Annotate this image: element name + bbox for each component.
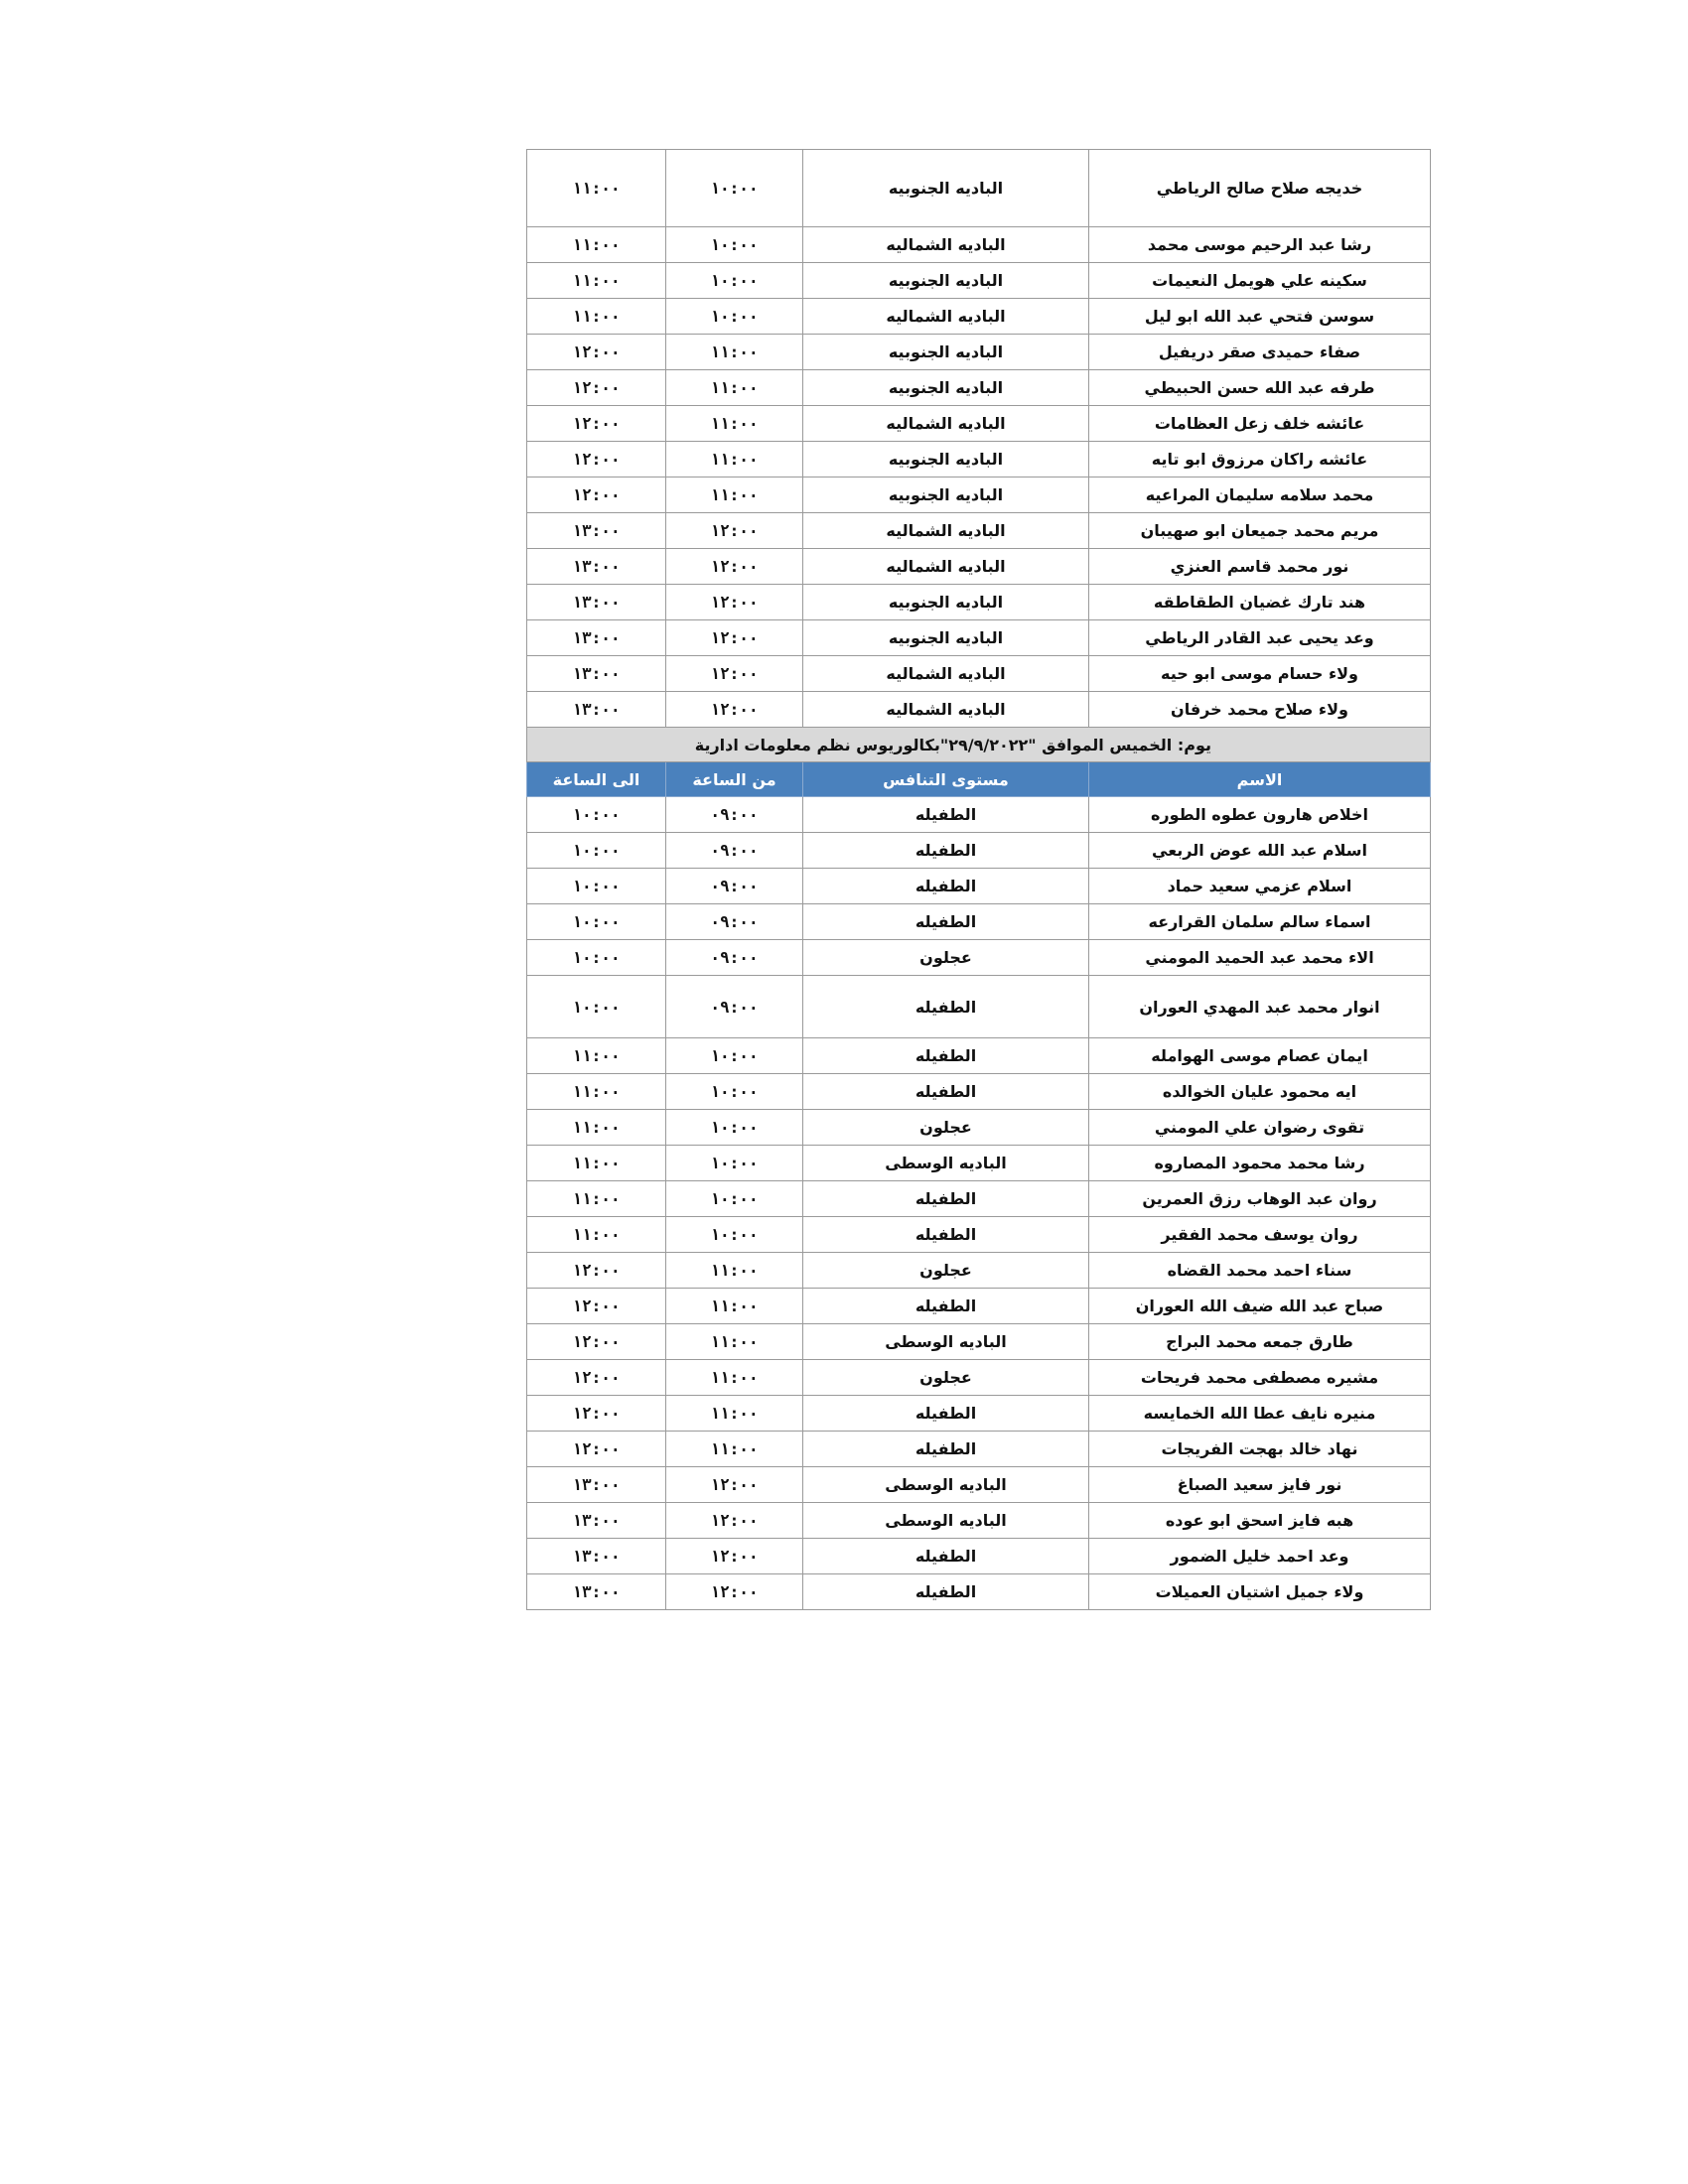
level-cell: الطفيله	[803, 869, 1089, 904]
table-row	[527, 869, 1431, 904]
schedule-table	[526, 149, 1431, 1610]
name-cell: روان عبد الوهاب رزق العمرين	[1089, 1181, 1431, 1217]
header-from-time: من الساعة	[666, 762, 803, 797]
to-time-cell: ١٢:٠٠	[527, 406, 666, 442]
from-time-cell: ١٠:٠٠	[666, 263, 803, 299]
to-time-cell: ١١:٠٠	[527, 1038, 666, 1074]
level-cell: عجلون	[803, 1110, 1089, 1146]
from-time-cell: ١١:٠٠	[666, 1253, 803, 1289]
to-time-cell: ١٠:٠٠	[527, 940, 666, 976]
level-cell: الطفيله	[803, 833, 1089, 869]
header-name: الاسم	[1089, 762, 1431, 797]
table-row	[527, 263, 1431, 299]
level-cell: الباديه الوسطى	[803, 1467, 1089, 1503]
level-cell: الباديه الشماليه	[803, 227, 1089, 263]
level-cell: الطفيله	[803, 1396, 1089, 1432]
to-time-cell: ١٠:٠٠	[527, 833, 666, 869]
name-cell: ولاء حسام موسى ابو حيه	[1089, 656, 1431, 692]
table-row	[527, 1181, 1431, 1217]
table-row	[527, 1074, 1431, 1110]
table-row	[527, 904, 1431, 940]
table-row	[527, 1574, 1431, 1610]
name-cell: رشا عبد الرحيم موسى محمد	[1089, 227, 1431, 263]
table-row	[527, 976, 1431, 1038]
name-cell: هند تارك غضيان الطقاطقه	[1089, 585, 1431, 620]
to-time-cell: ١٢:٠٠	[527, 1396, 666, 1432]
level-cell: الباديه الجنوبيه	[803, 442, 1089, 478]
name-cell: انوار محمد عبد المهدي العوران	[1089, 976, 1431, 1038]
level-cell: الطفيله	[803, 1539, 1089, 1574]
from-time-cell: ١٠:٠٠	[666, 150, 803, 227]
level-cell: الطفيله	[803, 1289, 1089, 1324]
level-cell: الطفيله	[803, 904, 1089, 940]
from-time-cell: ١٢:٠٠	[666, 549, 803, 585]
name-cell: صفاء حميدى صقر دريفيل	[1089, 335, 1431, 370]
level-cell: الباديه الجنوبيه	[803, 620, 1089, 656]
from-time-cell: ٠٩:٠٠	[666, 940, 803, 976]
table-row	[527, 478, 1431, 513]
table-row	[527, 513, 1431, 549]
table-row	[527, 585, 1431, 620]
name-cell: سناء احمد محمد القضاه	[1089, 1253, 1431, 1289]
level-cell: الباديه الوسطى	[803, 1324, 1089, 1360]
level-cell: الطفيله	[803, 1181, 1089, 1217]
name-cell: عائشه راكان مرزوق ابو تايه	[1089, 442, 1431, 478]
name-cell: الاء محمد عبد الحميد المومني	[1089, 940, 1431, 976]
name-cell: منيره نايف عطا الله الخمايسه	[1089, 1396, 1431, 1432]
name-cell: عائشه خلف زعل العظامات	[1089, 406, 1431, 442]
level-cell: الباديه الشماليه	[803, 692, 1089, 728]
table-row	[527, 1467, 1431, 1503]
from-time-cell: ١٠:٠٠	[666, 1181, 803, 1217]
name-cell: مريم محمد جميعان ابو صهيبان	[1089, 513, 1431, 549]
name-cell: ايمان عصام موسى الهوامله	[1089, 1038, 1431, 1074]
from-time-cell: ١١:٠٠	[666, 1324, 803, 1360]
level-cell: الباديه الجنوبيه	[803, 585, 1089, 620]
to-time-cell: ١١:٠٠	[527, 150, 666, 227]
name-cell: وعد يحيى عبد القادر الرياطي	[1089, 620, 1431, 656]
to-time-cell: ١٢:٠٠	[527, 1432, 666, 1467]
level-cell: عجلون	[803, 940, 1089, 976]
to-time-cell: ١٠:٠٠	[527, 904, 666, 940]
name-cell: اخلاص هارون عطوه الطوره	[1089, 797, 1431, 833]
schedule-section-1	[527, 150, 1431, 728]
from-time-cell: ١١:٠٠	[666, 442, 803, 478]
to-time-cell: ١٣:٠٠	[527, 656, 666, 692]
from-time-cell: ١١:٠٠	[666, 406, 803, 442]
name-cell: ولاء جميل اشتيان العميلات	[1089, 1574, 1431, 1610]
from-time-cell: ١٠:٠٠	[666, 227, 803, 263]
table-row	[527, 335, 1431, 370]
level-cell: الباديه الشماليه	[803, 513, 1089, 549]
header-level: مستوى التنافس	[803, 762, 1089, 797]
table-row	[527, 1110, 1431, 1146]
level-cell: الطفيله	[803, 1217, 1089, 1253]
to-time-cell: ١١:٠٠	[527, 1074, 666, 1110]
from-time-cell: ٠٩:٠٠	[666, 833, 803, 869]
from-time-cell: ٠٩:٠٠	[666, 869, 803, 904]
to-time-cell: ١١:٠٠	[527, 227, 666, 263]
table-row	[527, 442, 1431, 478]
table-row	[527, 370, 1431, 406]
name-cell: ايه محمود عليان الخوالده	[1089, 1074, 1431, 1110]
table-row	[527, 299, 1431, 335]
table-row	[527, 1360, 1431, 1396]
name-cell: محمد سلامه سليمان المراعيه	[1089, 478, 1431, 513]
name-cell: سكينه علي هويمل النعيمات	[1089, 263, 1431, 299]
to-time-cell: ١٣:٠٠	[527, 513, 666, 549]
to-time-cell: ١٢:٠٠	[527, 1289, 666, 1324]
to-time-cell: ١٢:٠٠	[527, 1253, 666, 1289]
from-time-cell: ١٢:٠٠	[666, 513, 803, 549]
table-row	[527, 620, 1431, 656]
level-cell: عجلون	[803, 1360, 1089, 1396]
from-time-cell: ١١:٠٠	[666, 370, 803, 406]
to-time-cell: ١٠:٠٠	[527, 869, 666, 904]
from-time-cell: ١١:٠٠	[666, 1289, 803, 1324]
schedule-sheet	[526, 149, 1430, 1610]
from-time-cell: ١٠:٠٠	[666, 1074, 803, 1110]
from-time-cell: ٠٩:٠٠	[666, 976, 803, 1038]
level-cell: الباديه الجنوبيه	[803, 478, 1089, 513]
level-cell: الباديه الشماليه	[803, 406, 1089, 442]
from-time-cell: ١٢:٠٠	[666, 620, 803, 656]
from-time-cell: ١١:٠٠	[666, 1360, 803, 1396]
table-row	[527, 1146, 1431, 1181]
level-cell: الطفيله	[803, 976, 1089, 1038]
to-time-cell: ١٢:٠٠	[527, 1324, 666, 1360]
to-time-cell: ١٣:٠٠	[527, 1503, 666, 1539]
from-time-cell: ١١:٠٠	[666, 1432, 803, 1467]
table-row	[527, 1038, 1431, 1074]
table-row	[527, 1289, 1431, 1324]
table-row	[527, 1432, 1431, 1467]
table-row	[527, 1324, 1431, 1360]
from-time-cell: ١٢:٠٠	[666, 1539, 803, 1574]
table-row	[527, 1217, 1431, 1253]
table-row	[527, 692, 1431, 728]
to-time-cell: ١١:٠٠	[527, 1181, 666, 1217]
table-row	[527, 406, 1431, 442]
from-time-cell: ٠٩:٠٠	[666, 797, 803, 833]
name-cell: خديجه صلاح صالح الرياطي	[1089, 150, 1431, 227]
to-time-cell: ١٣:٠٠	[527, 1539, 666, 1574]
level-cell: الباديه الجنوبيه	[803, 335, 1089, 370]
from-time-cell: ١١:٠٠	[666, 335, 803, 370]
name-cell: نهاد خالد بهجت الفريجات	[1089, 1432, 1431, 1467]
to-time-cell: ١٢:٠٠	[527, 335, 666, 370]
to-time-cell: ١٣:٠٠	[527, 1467, 666, 1503]
table-row	[527, 656, 1431, 692]
to-time-cell: ١١:٠٠	[527, 1110, 666, 1146]
level-cell: الطفيله	[803, 1074, 1089, 1110]
to-time-cell: ١١:٠٠	[527, 263, 666, 299]
table-row	[527, 940, 1431, 976]
name-cell: صباح عبد الله ضيف الله العوران	[1089, 1289, 1431, 1324]
level-cell: الطفيله	[803, 1574, 1089, 1610]
from-time-cell: ١٠:٠٠	[666, 299, 803, 335]
level-cell: الباديه الوسطى	[803, 1503, 1089, 1539]
to-time-cell: ١٠:٠٠	[527, 976, 666, 1038]
to-time-cell: ١٣:٠٠	[527, 692, 666, 728]
from-time-cell: ١٢:٠٠	[666, 585, 803, 620]
from-time-cell: ١٢:٠٠	[666, 692, 803, 728]
from-time-cell: ١١:٠٠	[666, 1396, 803, 1432]
name-cell: رشا محمد محمود المصاروه	[1089, 1146, 1431, 1181]
table-row	[527, 797, 1431, 833]
table-row	[527, 1539, 1431, 1574]
from-time-cell: ١٢:٠٠	[666, 1503, 803, 1539]
level-cell: الطفيله	[803, 1432, 1089, 1467]
table-row	[527, 1253, 1431, 1289]
from-time-cell: ١٢:٠٠	[666, 1574, 803, 1610]
level-cell: عجلون	[803, 1253, 1089, 1289]
level-cell: الباديه الشماليه	[803, 549, 1089, 585]
level-cell: الطفيله	[803, 1038, 1089, 1074]
table-row	[527, 227, 1431, 263]
to-time-cell: ١٣:٠٠	[527, 620, 666, 656]
to-time-cell: ١١:٠٠	[527, 1146, 666, 1181]
table-row	[527, 150, 1431, 227]
to-time-cell: ١٣:٠٠	[527, 1574, 666, 1610]
name-cell: مشيره مصطفى محمد فريحات	[1089, 1360, 1431, 1396]
day-header-section	[527, 728, 1431, 797]
to-time-cell: ١٣:٠٠	[527, 585, 666, 620]
level-cell: الباديه الشماليه	[803, 656, 1089, 692]
name-cell: تقوى رضوان علي المومني	[1089, 1110, 1431, 1146]
to-time-cell: ١١:٠٠	[527, 1217, 666, 1253]
level-cell: الباديه الجنوبيه	[803, 263, 1089, 299]
to-time-cell: ١٢:٠٠	[527, 478, 666, 513]
table-row	[527, 1503, 1431, 1539]
table-row	[527, 549, 1431, 585]
to-time-cell: ١٣:٠٠	[527, 549, 666, 585]
name-cell: روان يوسف محمد الفقير	[1089, 1217, 1431, 1253]
day-header-row	[527, 728, 1431, 762]
to-time-cell: ١٢:٠٠	[527, 370, 666, 406]
name-cell: اسماء سالم سلمان القرارعه	[1089, 904, 1431, 940]
name-cell: نور فايز سعيد الصباغ	[1089, 1467, 1431, 1503]
to-time-cell: ١٢:٠٠	[527, 442, 666, 478]
level-cell: الباديه الجنوبيه	[803, 370, 1089, 406]
to-time-cell: ١١:٠٠	[527, 299, 666, 335]
name-cell: اسلام عزمي سعيد حماد	[1089, 869, 1431, 904]
from-time-cell: ٠٩:٠٠	[666, 904, 803, 940]
name-cell: اسلام عبد الله عوض الربعي	[1089, 833, 1431, 869]
name-cell: سوسن فتحي عبد الله ابو ليل	[1089, 299, 1431, 335]
level-cell: الطفيله	[803, 797, 1089, 833]
name-cell: طارق جمعه محمد البراج	[1089, 1324, 1431, 1360]
day-header: يوم: الخميس الموافق "٢٩/٩/٢٠٢٢"بكالوريوس نظم معلومات ادارية	[527, 728, 1431, 762]
from-time-cell: ١٠:٠٠	[666, 1110, 803, 1146]
to-time-cell: ١٠:٠٠	[527, 797, 666, 833]
from-time-cell: ١٢:٠٠	[666, 1467, 803, 1503]
table-row	[527, 1396, 1431, 1432]
header-to-time: الى الساعة	[527, 762, 666, 797]
name-cell: طرفه عبد الله حسن الحبيطي	[1089, 370, 1431, 406]
from-time-cell: ١٠:٠٠	[666, 1038, 803, 1074]
name-cell: نور محمد قاسم العنزي	[1089, 549, 1431, 585]
from-time-cell: ١١:٠٠	[666, 478, 803, 513]
level-cell: الباديه الشماليه	[803, 299, 1089, 335]
table-row	[527, 833, 1431, 869]
level-cell: الباديه الجنوبيه	[803, 150, 1089, 227]
name-cell: ولاء صلاح محمد خرفان	[1089, 692, 1431, 728]
from-time-cell: ١٠:٠٠	[666, 1217, 803, 1253]
level-cell: الباديه الوسطى	[803, 1146, 1089, 1181]
name-cell: هبه فايز اسحق ابو عوده	[1089, 1503, 1431, 1539]
from-time-cell: ١٢:٠٠	[666, 656, 803, 692]
to-time-cell: ١٢:٠٠	[527, 1360, 666, 1396]
name-cell: وعد احمد خليل الضمور	[1089, 1539, 1431, 1574]
schedule-section-2	[527, 797, 1431, 1610]
from-time-cell: ١٠:٠٠	[666, 1146, 803, 1181]
column-header-row	[527, 762, 1431, 797]
